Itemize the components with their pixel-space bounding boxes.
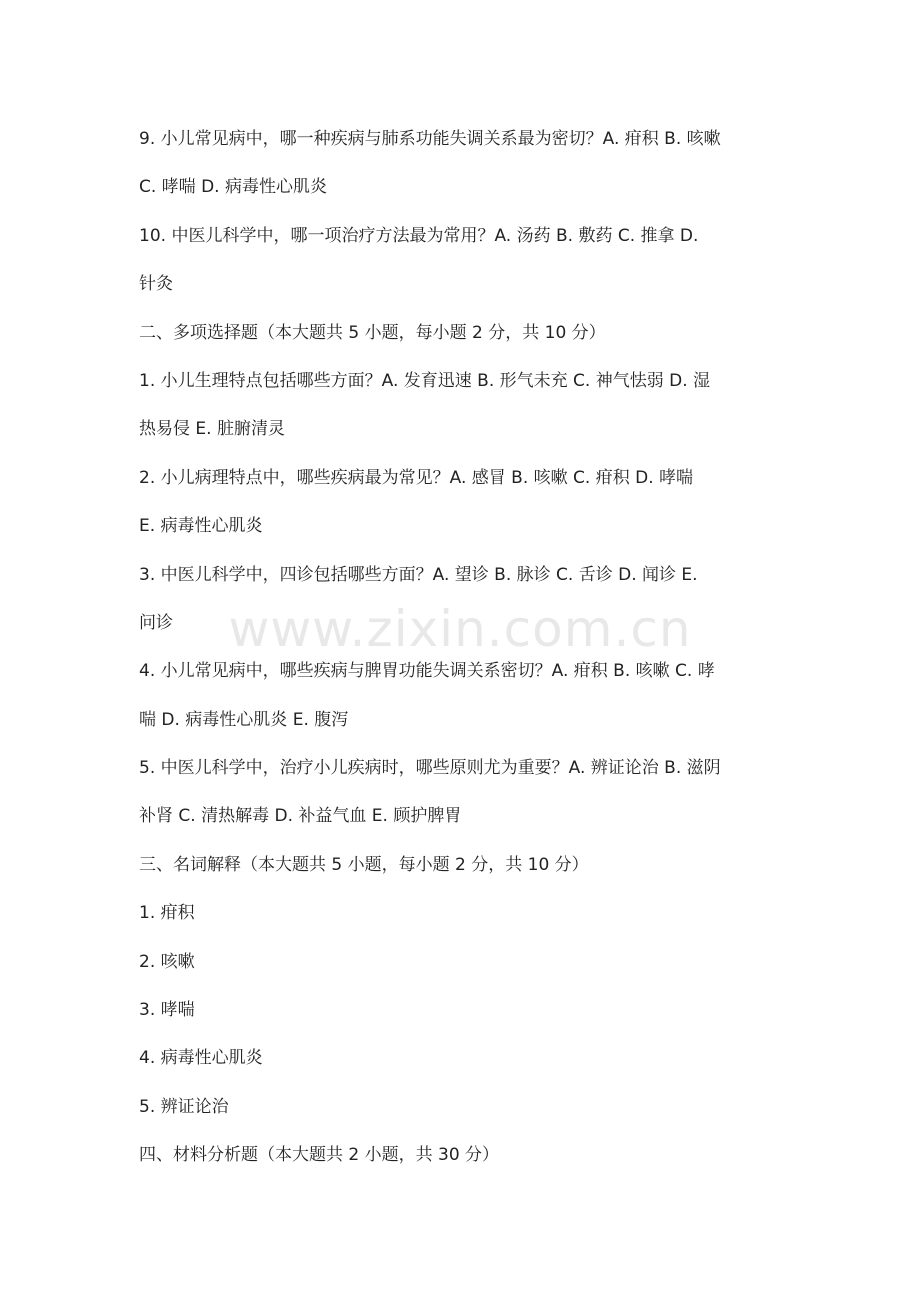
section-heading-multiple-choice: 二、多项选择题（本大题共 5 小题，每小题 2 分，共 10 分） [139,322,606,343]
mc-question-3-line-2: 问诊 [139,612,173,633]
section-heading-material-analysis: 四、材料分析题（本大题共 2 小题，共 30 分） [139,1145,500,1166]
section-heading-term-explanation: 三、名词解释（本大题共 5 小题，每小题 2 分，共 10 分） [139,854,589,875]
mc-question-1-line-1: 1. 小儿生理特点包括哪些方面？A. 发育迅速 B. 形气未充 C. 神气怯弱 D. 湿 [139,370,711,391]
term-1: 1. 疳积 [139,903,195,924]
watermark-text: www.zixin.com.cn [228,600,692,658]
document-body [139,115,789,1180]
mc-question-2-line-2: E. 病毒性心肌炎 [139,516,263,537]
term-2: 2. 咳嗽 [139,951,195,972]
mc-question-1-line-2: 热易侵 E. 脏腑清灵 [139,419,285,440]
mc-question-3-line-1: 3. 中医儿科学中，四诊包括哪些方面？A. 望诊 B. 脉诊 C. 舌诊 D. 闻诊 E. [139,564,698,585]
question-9-line-1: 9. 小儿常见病中，哪一种疾病与肺系功能失调关系最为密切？A. 疳积 B. 咳嗽 [139,129,721,149]
question-9-line-2: C. 哮喘 D. 病毒性心肌炎 [139,177,327,198]
question-10-line-2: 针灸 [139,274,173,295]
mc-question-2-line-1: 2. 小儿病理特点中，哪些疾病最为常见？A. 感冒 B. 咳嗽 C. 疳积 D. 哮喘 [139,467,694,488]
term-4: 4. 病毒性心肌炎 [139,1048,263,1069]
mc-question-4-line-1: 4. 小儿常见病中，哪些疾病与脾胃功能失调关系密切？A. 疳积 B. 咳嗽 C. 哮 [139,661,715,682]
mc-question-5-line-1: 5. 中医儿科学中，治疗小儿疾病时，哪些原则尤为重要？A. 辨证论治 B. 滋阴 [139,758,721,779]
term-3: 3. 哮喘 [139,1000,195,1021]
term-5: 5. 辨证论治 [139,1096,229,1117]
mc-question-5-line-2: 补肾 C. 清热解毒 D. 补益气血 E. 顾护脾胃 [139,806,462,827]
question-10-line-1: 10. 中医儿科学中，哪一项治疗方法最为常用？A. 汤药 B. 敷药 C. 推拿 D. [139,225,699,246]
mc-question-4-line-2: 喘 D. 病毒性心肌炎 E. 腹泻 [139,709,349,730]
